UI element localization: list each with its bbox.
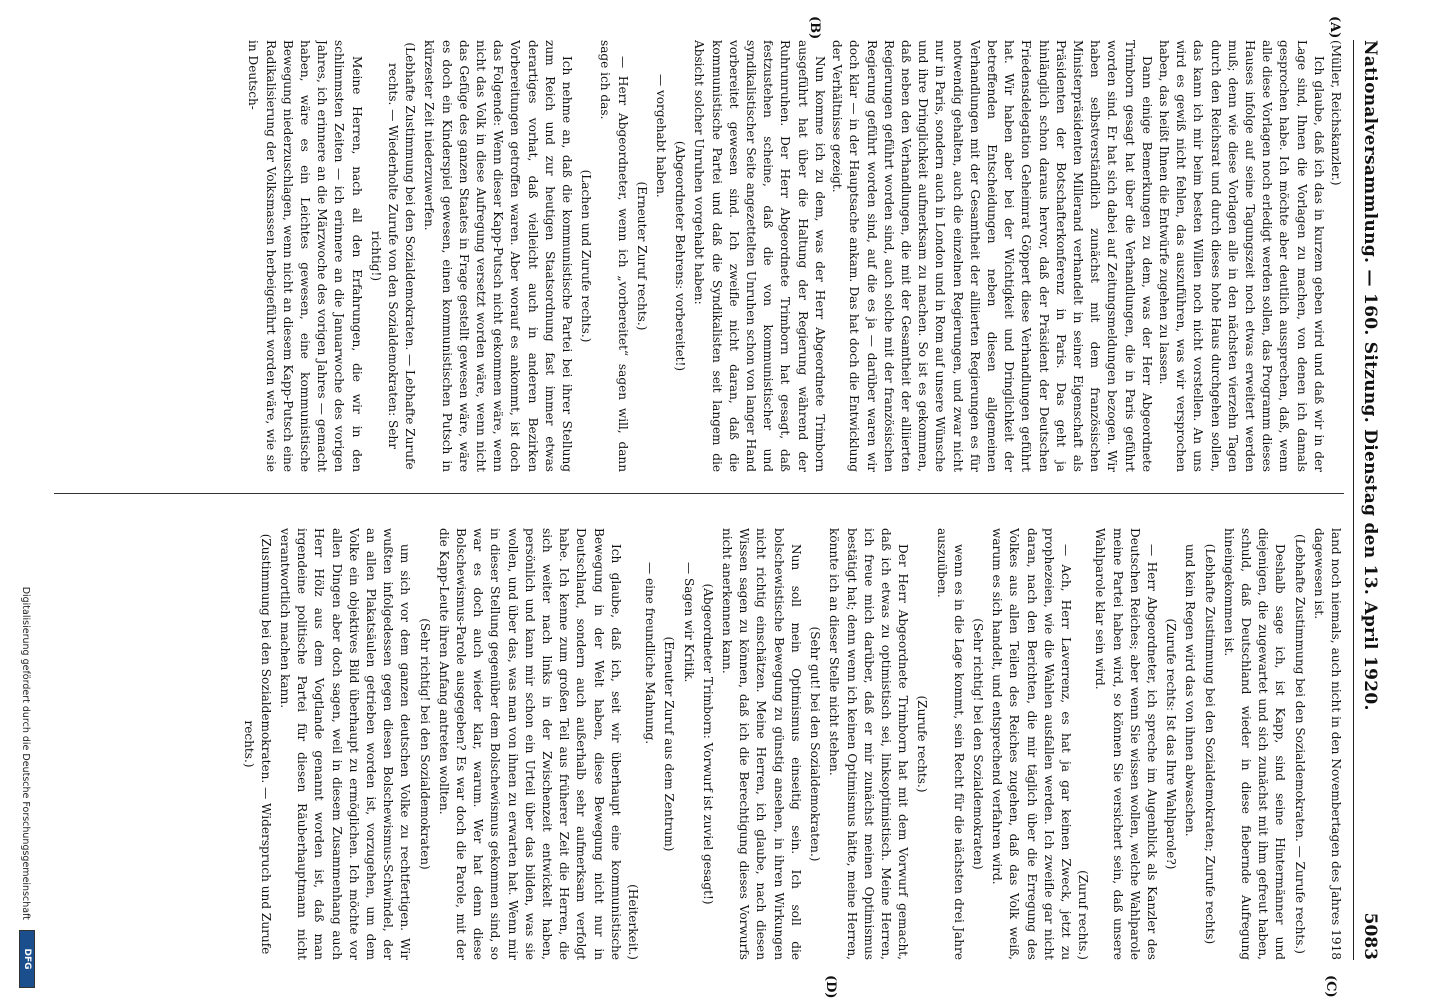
right-column-paragraph: Ich glaube, daß ich, seit wir überhaupt eine kommunistische Bewegung in der Welt haben, diese Bewegung nicht nur in Deutschland, sondern auch außerhalb sehr aufmerksam verfolgt habe. Ich kenne zum großen Teil aus früherer Zeit die Herren, die sich weiter nach links in der Zwischenzeit entwickelt haben, persönlich und kann mir schon ein Urteil über das bilden, was sie wollen, und über das, was man von ihnen zu erwarten hat. Wenn mir in dieser Stellung gegenüber dem Bolschewismus gekommen sind, so war es doch auch wieder klar, warum. Wer hat denn diese Bolschewismus-Parole ausgegeben? Es war doch die Parole, mit der die Kapp-Leute ihren Anfang antreten wollten. — [436, 528, 623, 960]
page-footer — [18, 0, 38, 1000]
right-column-paragraph: — Sagen wir Kritik. — [681, 562, 696, 683]
right-column-paragraph: und kein Regen wird das von ihnen abwaschen. — [1183, 544, 1198, 837]
right-column-interjection: (Lebhafte Zustimmung bei den Sozialdemokraten. — Zurufe rechts.) — [1292, 533, 1307, 954]
right-column-interjection: (Sehr gut! bei den Sozialdemokraten.) — [808, 626, 823, 862]
margin-marker-a: (A) — [1327, 16, 1342, 39]
margin-marker-d: (D) — [823, 975, 838, 999]
right-column-paragraph: — Herr Abgeordneter, ich spreche im Augenblick als Kanzler des Deutschen Reiches; aber wenn Sie wissen wollen, welche Wahlparole meine Partei haben wird, so können Sie versichert sein, daß unsere Wahlparole klar sein wird. — [1093, 528, 1159, 960]
right-column-interjection: (Sehr richtig! bei den Sozialdemokraten) — [417, 618, 432, 870]
right-column-paragraph: um sich vor dem ganzen deutschen Volke zu rechtfertigen. Wir wußten infolgedessen gegen diesen Bolschewismus-Schwindel, der an allen Plakatsäulen getrieben worden ist, vorzugehen, um dem Volke ein objektives Bild überhaupt zu ermöglichen. Ich möchte vor allen Dingen aber doch sagen, weil in diesem Zusammenhang auch Herr Hölz aus dem Vogtlande genannt worden ist, daß man irgendeine politische Partei für diesen Räuberhauptmann nicht verantwortlich machen kann. — [278, 528, 413, 960]
right-column-paragraph: — eine freundliche Mahnung. — [643, 562, 658, 745]
right-column-paragraph: Nun soll mein Optimismus einseitig sein. Ich soll die bolschewistische Bewegung zu günstig ansehen, in ihren Wirkungen nicht richtig einschätzen. Meine Herren, ich glaube, nach diesen Wissen sagen zu können, daß ich die Berechtigung dieses Vorwurfs nicht anerkennen kann. — [720, 528, 803, 960]
right-column-paragraph: Deshalb sage ich, ist Kapp, sind seine Hintermänner und diejenigen, die zugewartet und sich zunächst mit ihm gefreut haben, schuld, daß Deutschland wieder in diese fiebernde Aufregung hineingekommen ist. — [1221, 528, 1288, 960]
left-column-paragraph: Meine Herren, nach all den Erfahrungen, die wir in den schlimmsten Zeiten — ich erinnere an die Januarwoche des vorigen Jahres, ich erinnere an die Märzwoche des vorigen Jahres — gemacht haben, wäre es ein Leichtes gewesen, eine kommunistische Bewegung niederzuschlagen, wenn nicht an diesem Kapp-Putsch eine Radikalisierung der Volksmassen herbeigeführt worden wäre, wie sie in Deutsch- — [246, 40, 364, 472]
digitization-credit: Digitalisierung gefördert durch die Deutsche Forschungsgemeinschaft — [20, 586, 31, 920]
left-column-paragraph: Ich nehme an, daß die kommunistische Partei bei ihrer Stellung zum Reich und zur heutigen Staatsordnung fast immer etwas derartiges vorhat, daß vielleicht auch in anderen Bezirken Vorbereitungen getroffen waren. Aber worauf es ankommt, ist doch das Folgende: Wenn dieser Kapp-Putsch nicht gekommen wäre, wenn nicht das Volk in diese Aufregung versetzt worden wäre, wenn nicht das Gefüge des ganzen Staates in Frage gestellt gewesen wäre, wäre es doch ein Kinderspiel gewesen, einen kommunistischen Putsch in kürzester Zeit niederzuwerfen. — [422, 40, 575, 472]
right-column-interjection: (Zurufe rechts: Ist das Ihre Wahlparole?) — [1164, 618, 1179, 870]
left-column-paragraph: Nun komme ich zu dem, was der Herr Abgeordnete Trimborn ausgeführt hat über die Haltung der Regierung während der Ruhrunruhen. Der Herr Abgeordnete Trimborn hat gesagt, daß festzustehen scheine, daß die von kommunistischer und syndikalistischer Seite angezettelten Unruhen schon von langer Hand vorbereitet gewesen sind. Ich zweifle nicht daran, daß die kommunistische Partei und daß die Syndikalisten seit langem die Absicht solcher Unruhen vorgehabt haben: — [692, 40, 827, 472]
column-divider — [54, 493, 1344, 494]
margin-marker-b: (B) — [807, 16, 822, 40]
left-column-interjection: (Erneuter Zuruf rechts.) — [634, 181, 649, 331]
left-text-column — [54, 40, 1344, 472]
left-column-paragraph: — vorgehabt haben. — [654, 74, 669, 198]
right-column-paragraph: Der Herr Abgeordnete Trimborn hat mit dem Vorwurf gemacht, daß ich etwas zu optimistisch sei, linksoptimistisch. Meine Herren, ich freue mich darüber, daß er mir zunächst meinen Optimismus bestätigt hat; denn wenn ich keinen Optimismus hätte, meine Herren, könnte ich an dieser Stelle nicht stehen. — [827, 528, 911, 960]
margin-marker-c: (C) — [1323, 975, 1338, 998]
left-column-paragraph: (Müller, Reichskanzler.) — [1329, 40, 1343, 186]
left-column-interjection: (Abgeordneter Behrens: vorbereitet!) — [673, 140, 688, 372]
right-column-paragraph: wenn es in die Lage kommt, sein Recht für die nächsten drei Jahre auszuüben. — [934, 528, 966, 960]
dfg-logo: DFG — [19, 930, 35, 988]
right-column-interjection: (Zustimmung bei den Sozialdemokraten. — Widerspruch und Zurufe rechts.) — [241, 533, 273, 955]
right-text-column — [54, 528, 1344, 960]
right-column-interjection: (Lebhafte Zustimmung bei den Sozialdemokraten; Zurufe rechts) — [1202, 543, 1217, 945]
right-column-interjection: (Zurufe rechts.) — [915, 695, 930, 793]
right-column-interjection: (Sehr richtig! bei den Sozialdemokraten) — [970, 618, 985, 870]
document-page — [18, 0, 1398, 1000]
right-column-paragraph: — Ach, Herr Laverrenz, es hat ja gar keinen Zweck, jetzt zu prophezeien, wie die Wahlen ausfallen werden. Ich zweifle gar nicht daran, nach den Berichten, die mir täglich über die Erregung des Volkes aus allen Teilen des Reiches zugehen, daß das Volk weiß, warum es sich handelt, und entsprechend verfahren wird. — [990, 528, 1073, 960]
right-column-interjection: (Erneuter Zuruf aus dem Zentrum) — [662, 636, 677, 852]
right-column-interjection: (Abgeordneter Trimborn: Vorwurf ist zuviel gesagt!) — [700, 583, 715, 905]
header-title: Nationalversammlung. — 160. Sitzung. Dienstag den 13. April 1920. — [1360, 40, 1380, 711]
right-column-paragraph: land noch niemals, auch nicht in den Novembertagen des Jahres 1918 dagewesen ist. — [1311, 528, 1343, 960]
left-column-paragraph: — Herr Abgeordneter, wenn ich „vorbereitet“ sagen will, dann sage ich das. — [598, 40, 630, 472]
left-column-paragraph: Dann einige Bemerkungen zu dem, was der Herr Abgeordnete Trimborn gesagt hat über die Verhandlungen, die in Paris geführt worden sind. Er hat sich dabei auf Zeitungsmeldungen bezogen. Wir haben selbstverständlich zunächst mit dem französischen Ministerpräsidenten Millerand verhandelt in seiner Eigenschaft als Präsidenten der Botschafterkonferenz in Paris. Das geht ja hinlänglich schon daraus hervor, daß der Präsident der Deutschen Friedensdelegation Geheimrat Göppert diese Verhandlungen geführt hat. Wir haben aber bei der Wichtigkeit und Dringlichkeit der betreffenden Entscheidungen neben diesen allgemeinen Verhandlungen mit der Gesamtheit der alliierten Regierungen es für notwendig gehalten, auch die einzelnen Regierungen, und zwar nicht nur in Paris, sondern auch in London und in Rom auf unsere Wünsche und ihre Dringlichkeit aufmerksam zu machen. So ist es gekommen, daß neben den Verhandlungen, die mit der Gesamtheit der alliierten Regierungen geführt worden sind, auch solche mit der französischen Regierung geführt worden sind, auf die es ja — darüber waren wir doch klar — in der Hauptsache ankam. Das hat doch die Entwicklung der Verhältnisse gezeigt. — [830, 40, 1154, 472]
left-column-interjection: (Lebhafte Zustimmung bei den Sozialdemokraten. — Lebhafte Zurufe rechts. — Wiederholte Zurufe von den Sozialdemokraten: Sehr richtig!) — [368, 42, 418, 470]
page-number: 5083 — [1360, 912, 1380, 960]
page-header — [1353, 40, 1384, 960]
left-column-interjection: (Lachen und Zurufe rechts.) — [579, 169, 594, 343]
right-column-interjection: (Zuruf rechts.) — [1076, 870, 1091, 960]
right-column-interjection: (Heiterkeit.) — [626, 884, 641, 960]
left-column-paragraph: Ich glaube, daß ich das in kurzem geben wird und daß wir in der Lage sind, Ihnen die Vorlagen zu machen, von denen ich damals gesprochen habe. Ich möchte aber deutlich aussprechen, daß, wenn alle diese Vorlagen noch erledigt werden sollen, das Programm dieses Hauses infolge auf seine Tagungszeit noch etwas erweitert werden muß; denn wie diese Vorlagen alle in den nächsten vierzehn Tagen durch den Reichsrat und durch dieses hohe Haus durchgehen sollen, das kann ich mir beim besten Willen noch nicht vorstellen. An uns wird es gewiß nicht fehlen, das auszuführen, was wir versprochen haben, das heißt Ihnen die Entwürfe zugehen zu lassen. — [1156, 40, 1326, 472]
